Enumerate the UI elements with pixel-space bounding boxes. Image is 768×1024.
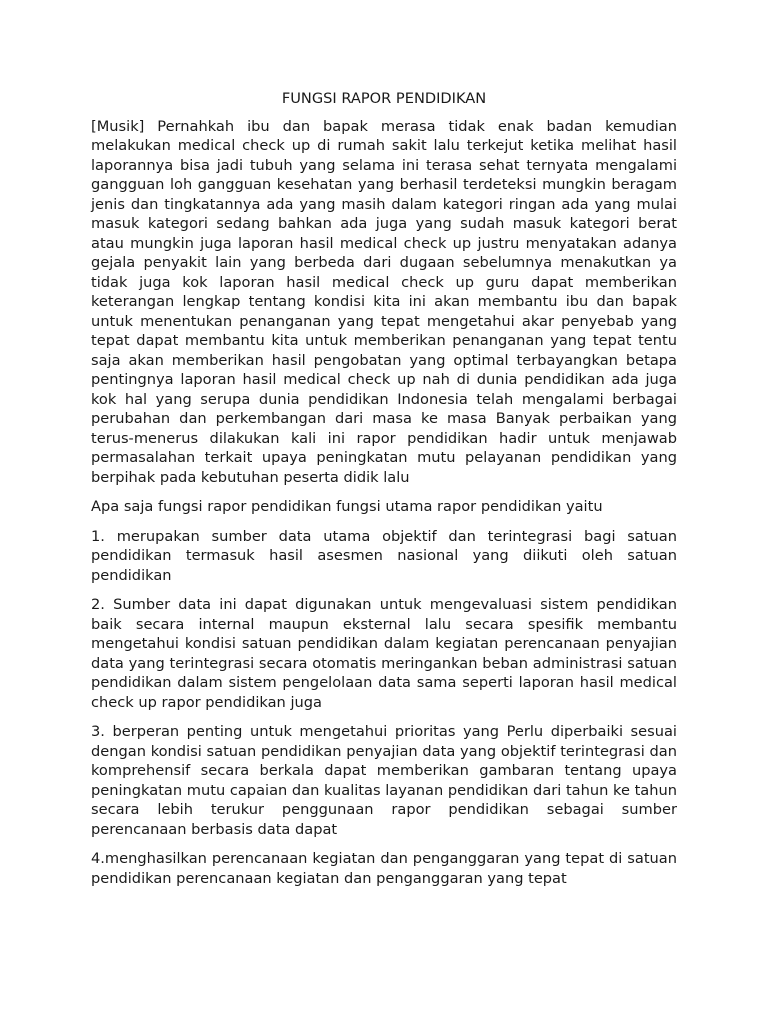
document-title: FUNGSI RAPOR PENDIDIKAN bbox=[281, 90, 487, 107]
paragraph-point-1: 1. merupakan sumber data utama objektif dan terintegrasi bagi satuan pendidikan termasuk hasil asesmen nasional yang diikuti oleh satuan pendidikan bbox=[91, 527, 677, 584]
paragraph-point-4: 4.menghasilkan perencanaan kegiatan dan penganggaran yang tepat di satuan pendidikan perencanaan kegiatan dan penganggaran yang tepat bbox=[91, 850, 677, 887]
document-body bbox=[91, 89, 677, 898]
paragraph-question: Apa saja fungsi rapor pendidikan fungsi utama rapor pendidikan yaitu bbox=[91, 498, 603, 515]
paragraph-intro: [Musik] Pernahkah ibu dan bapak merasa tidak enak badan kemudian melakukan medical check up di rumah sakit lalu terkejut ketika melihat hasil laporannya bisa jadi tubuh yang selama ini terasa sehat ternyata mengalami gangguan loh gangguan kesehatan yang berhasil terdeteksi mungkin beragam jenis dan tingkatannya ada yang masih dalam kategori ringan ada yang mulai masuk kategori sedang bahkan ada juga yang sudah masuk kategori berat atau mungkin juga laporan hasil medical check up justru menyatakan adanya gejala penyakit lain yang berbeda dari dugaan sebelumnya menakutkan ya tidak juga kok laporan hasil medical check up guru dapat memberikan keterangan lengkap tentang kondisi kita ini akan membantu ibu dan bapak untuk menentukan penanganan yang tepat mengetahui akar penyebab yang tepat dapat membantu kita untuk memberikan penanganan yang tepat tentu saja akan memberikan hasil pengobatan yang optimal terbayangkan betapa pentingnya laporan hasil medical check up nah di dunia pendidikan ada juga kok hal yang serupa dunia pendidikan Indonesia telah mengalami berbagai perubahan dan perkembangan dari masa ke masa Banyak perbaikan yang terus-menerus dilakukan kali ini rapor pendidikan hadir untuk menjawab permasalahan terkait upaya peningkatan mutu pelayanan pendidikan yang berpihak pada kebutuhan peserta didik lalu bbox=[91, 117, 677, 486]
paragraph-point-3: 3. berperan penting untuk mengetahui prioritas yang Perlu diperbaiki sesuai dengan kondisi satuan pendidikan penyajian data yang objektif terintegrasi dan komprehensif secara berkala dapat memberikan gambaran tentang upaya peningkatan mutu capaian dan kualitas layanan pendidikan dari tahun ke tahun secara lebih terukur penggunaan rapor pendidikan sebagai sumber perencanaan berbasis data dapat bbox=[91, 723, 677, 838]
paragraph-point-2: 2. Sumber data ini dapat digunakan untuk mengevaluasi sistem pendidikan baik secara internal maupun eksternal lalu secara spesifik membantu mengetahui kondisi satuan pendidikan dalam kegiatan perencanaan penyajian data yang terintegrasi secara otomatis meringankan beban administrasi satuan pendidikan dalam sistem pengelolaan data sama seperti laporan hasil medical check up rapor pendidikan juga bbox=[91, 596, 677, 711]
